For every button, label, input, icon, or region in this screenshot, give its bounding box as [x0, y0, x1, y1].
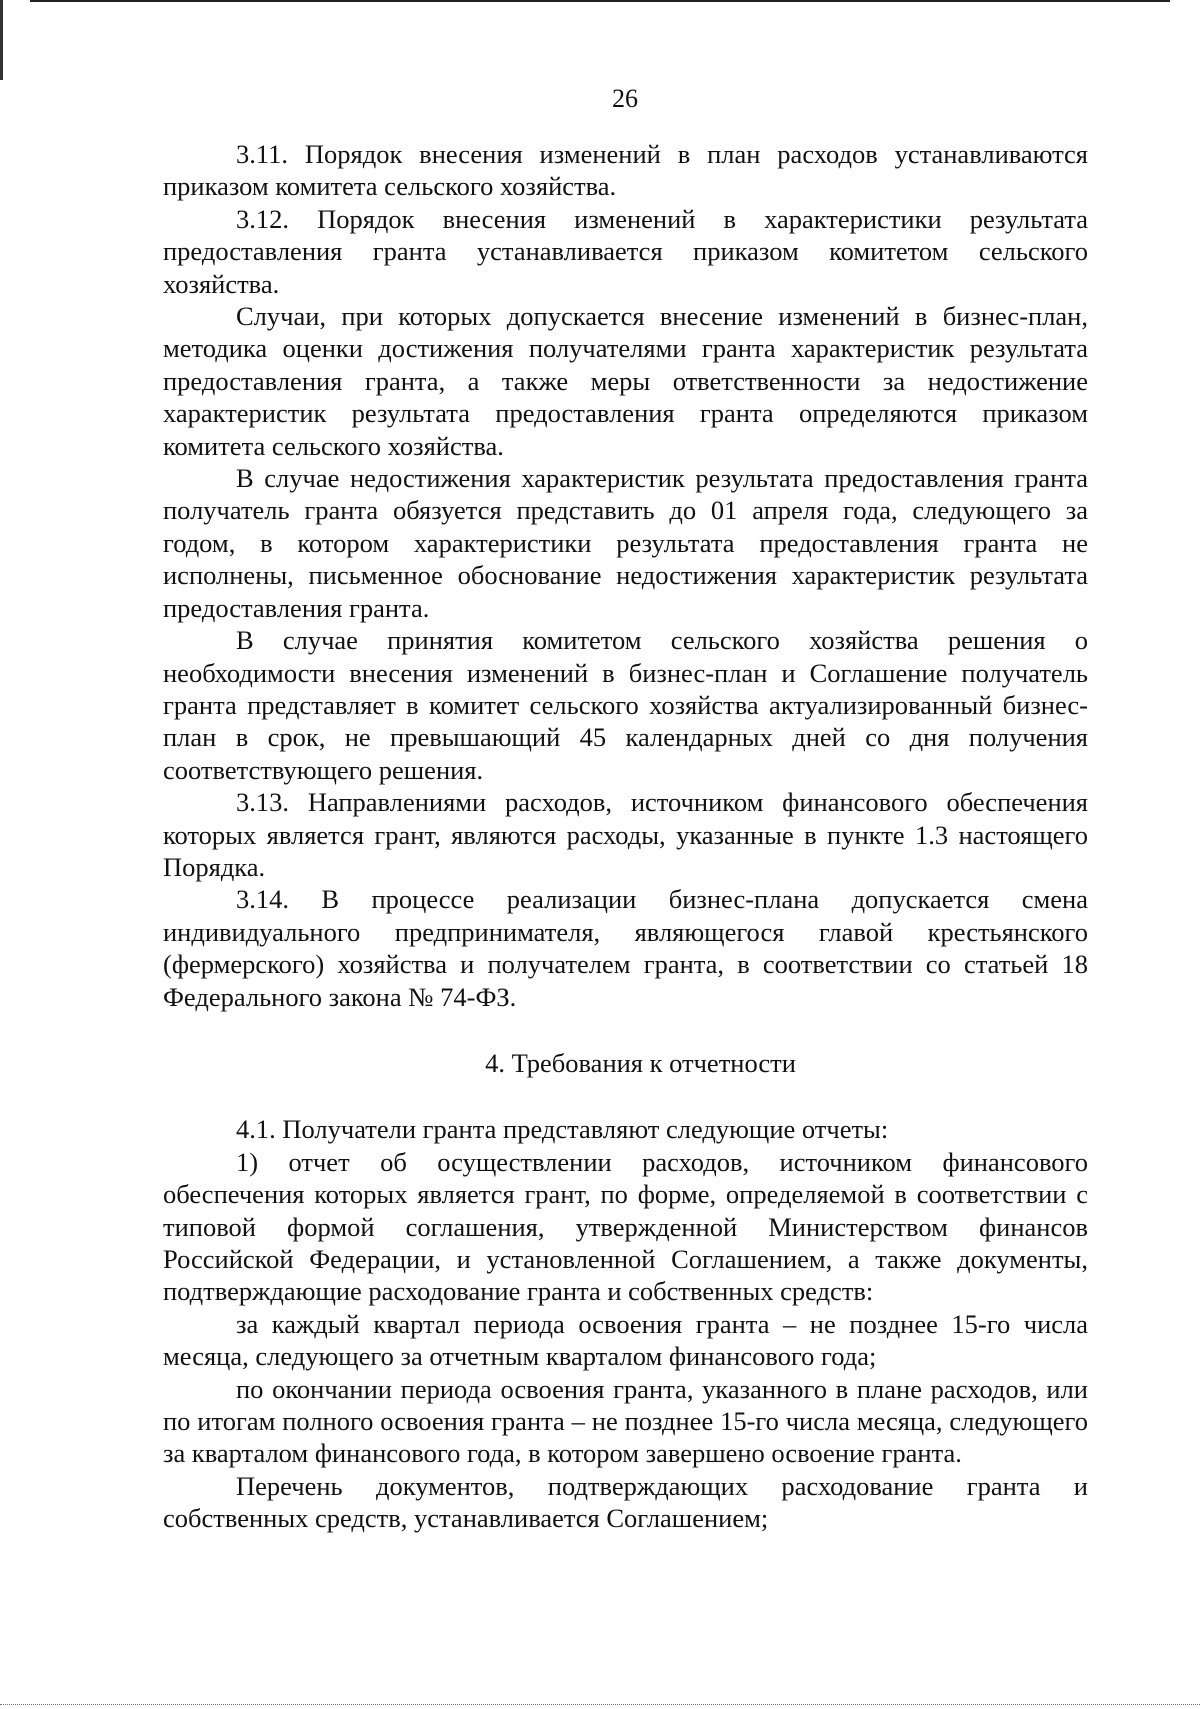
paragraph-report-1: 1) отчет об осуществлении расходов, источником финансового обеспечения которых является грант, по форме, определяемой в соответствии с типовой формой соглашения, утвержденной Министерством финансов Российской Федерации, и установленной Соглашением, а также документы, подтверждающие расходование гранта и собственных средств:	[163, 1146, 1088, 1307]
paragraph-committee-decision: В случае принятия комитетом сельского хозяйства решения о необходимости внесения изменений в бизнес-план и Соглашение получатель гранта представляет в комитет сельского хозяйства актуализированный бизнес-план в срок, не превышающий 45 календарных дней со дня получения соответствующего решения.	[163, 625, 1088, 785]
scan-bottom-edge	[0, 1703, 1200, 1705]
paragraph-quarterly: за каждый квартал периода освоения гранта – не позднее 15-го числа месяца, следующего за отчетным кварталом финансового года;	[163, 1308, 1088, 1372]
paragraph-documents-list: Перечень документов, подтверждающих расходование гранта и собственных средств, устанавливается Соглашением;	[163, 1470, 1088, 1534]
document-body	[163, 138, 1088, 1535]
section-heading: 4. Требования к отчетности	[485, 1047, 796, 1078]
scan-top-edge	[30, 0, 1170, 2]
paragraph-4-1: 4.1. Получатели гранта представляют следующие отчеты:	[236, 1114, 889, 1145]
paragraph-non-achievement: В случае недостижения характеристик результата предоставления гранта получатель гранта обязуется представить до 01 апреля года, следующего за годом, в котором характеристики результата предоставления гранта не исполнены, письменное обоснование недостижения характеристик результата предоставления гранта.	[163, 463, 1088, 623]
scan-left-edge	[0, 0, 3, 80]
page-number: 26	[612, 84, 638, 113]
paragraph-3-14: 3.14. В процессе реализации бизнес-плана допускается смена индивидуального предпринимателя, являющегося главой крестьянского (фермерского) хозяйства и получателем гранта, в соответствии со статьей 18 Федерального закона № 74-ФЗ.	[163, 884, 1088, 1012]
paragraph-3-11: 3.11. Порядок внесения изменений в план расходов устанавливаются приказом комитета сельского хозяйства.	[163, 139, 1088, 202]
paragraph-business-plan-changes: Случаи, при которых допускается внесение изменений в бизнес-план, методика оценки достижения получателями гранта характеристик результата предоставления гранта, а также меры ответственности за недостижение характеристик результата предоставления гранта определяются приказом комитета сельского хозяйства.	[163, 301, 1088, 461]
paragraph-3-12: 3.12. Порядок внесения изменений в характеристики результата предоставления гранта устанавливается приказом комитетом сельского хозяйства.	[163, 203, 1088, 299]
paragraph-3-13: 3.13. Направлениями расходов, источником финансового обеспечения которых является грант, являются расходы, указанные в пункте 1.3 настоящего Порядка.	[163, 787, 1088, 882]
paragraph-period-end: по окончании периода освоения гранта, указанного в плане расходов, или по итогам полного освоения гранта – не позднее 15-го числа месяца, следующего за кварталом финансового года, в котором завершено освоение гранта.	[163, 1373, 1088, 1469]
